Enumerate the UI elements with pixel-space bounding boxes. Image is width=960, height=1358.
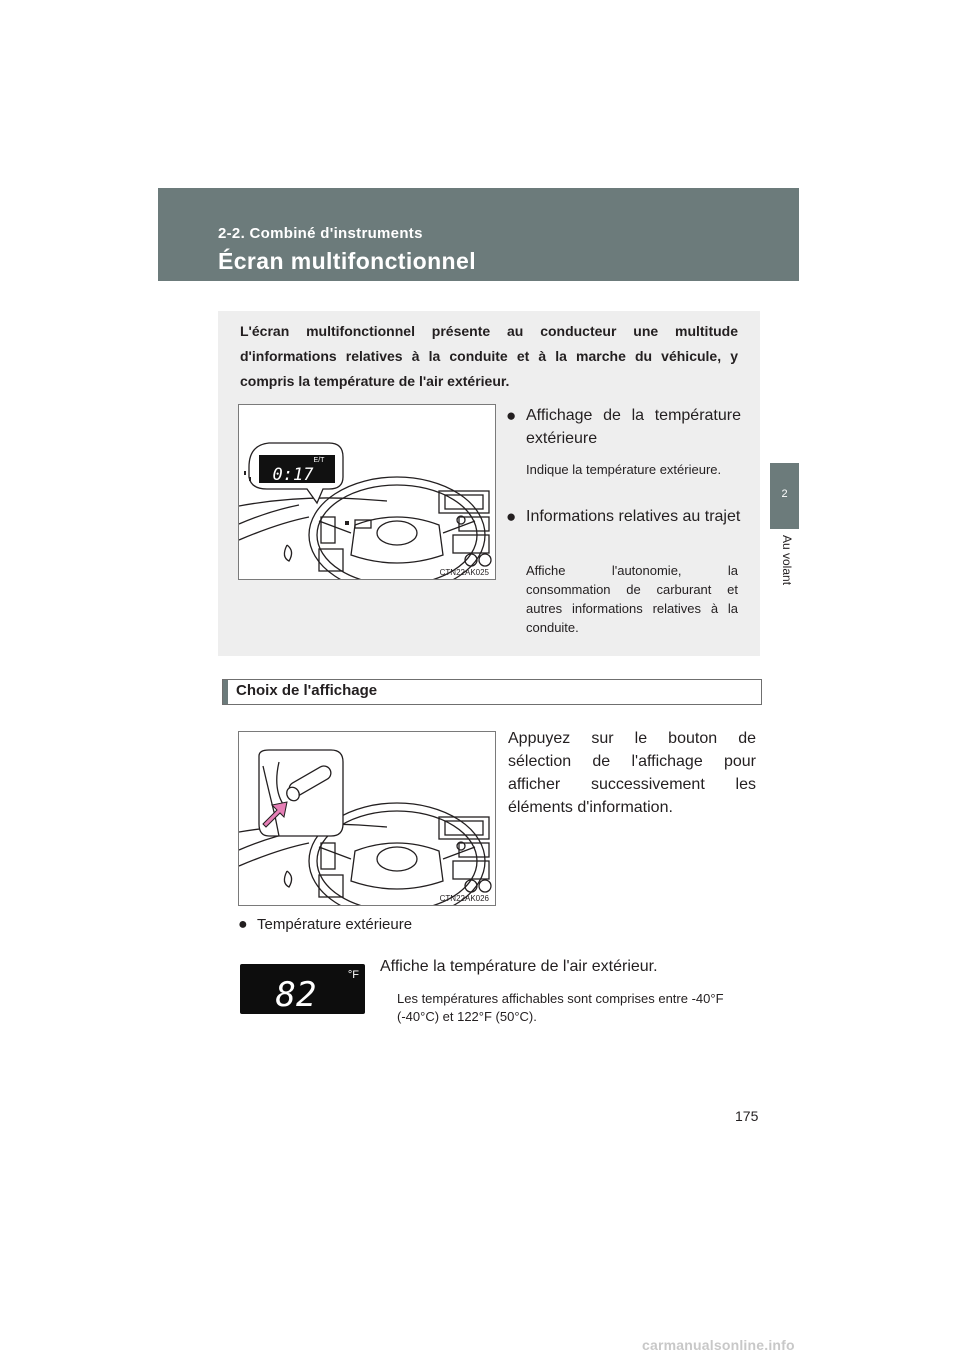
bullet-trip-info-title: ● Informations relatives au trajet [506,507,741,526]
section-heading: Choix de l'affichage [236,682,378,699]
temperature-range-note: Les températures affichables sont comprises entre -40°F (-40°C) et 122°F (50°C). [397,991,724,1024]
temperature-description: Affiche la température de l'air extérieur. [380,958,658,975]
bullet-trip-info-desc: Affiche l'autonomie, la consommation de carburant et autres informations relatives à la conduite. [526,563,738,635]
dashboard-illustration-1 [238,404,496,580]
temperature-value: 82 [275,975,317,1014]
bullet-dot: ● [506,507,517,526]
dashboard-drawing [239,405,495,579]
section-heading-accent [223,680,228,704]
page-number: 175 [735,1108,759,1124]
watermark: carmanualsonline.info [642,1337,795,1353]
dashboard-illustration-2 [238,731,496,906]
bullet-outside-temp-title: ● Affichage de la température extérieure [506,406,741,447]
display-label: E/T [313,457,325,464]
chapter-label: Au volant [780,535,794,586]
figure-code: CTN22AK026 [439,894,489,903]
chapter-number: 2 [781,488,788,500]
temperature-display [240,964,365,1014]
instruction-text: Appuyez sur le bouton de sélection de l'affichage pour afficher successivement les éléments d'information. [508,730,756,816]
intro-text: L'écran multifonctionnel présente au conducteur une multitude d'informations relatives à la conduite et à la marche du véhicule, y compris la température de l'air extérieur. [240,323,738,389]
figure-code: CTN22AK025 [439,568,489,577]
section-label: 2-2. Combiné d'instruments [218,225,423,242]
display-value: 0:17 [272,465,314,485]
temperature-unit: °F [347,969,359,981]
bullet-dot: ● [238,916,248,933]
outside-temp-bullet: ● Température extérieure [238,916,413,933]
page-title: Écran multifonctionnel [218,248,476,274]
bullet-outside-temp-desc: Indique la température extérieure. [526,462,722,477]
button-drawing [239,732,495,905]
bullet-dot: ● [506,406,517,425]
